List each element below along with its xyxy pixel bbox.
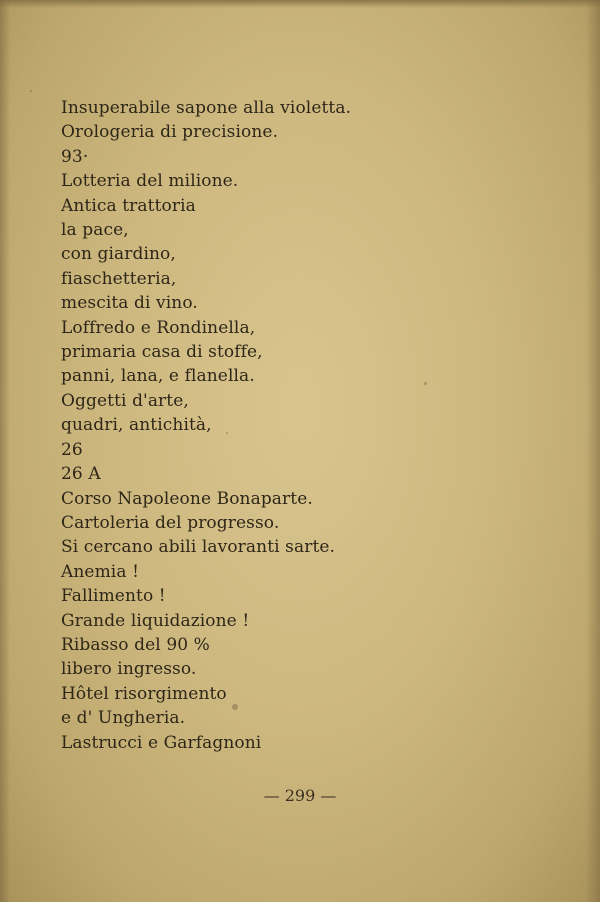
text-line: e d' Ungheria.: [61, 708, 186, 729]
paper-speck: [424, 382, 427, 385]
text-line: Insuperabile sapone alla violetta.: [61, 98, 352, 118]
text-line: Corso Napoleone Bonaparte.: [61, 488, 313, 509]
text-line: Anemia !: [61, 561, 140, 582]
text-line: libero ingresso.: [61, 659, 197, 680]
text-line: Grande liquidazione !: [61, 610, 250, 631]
paper-speck: [30, 90, 32, 92]
text-line: Hôtel risorgimento: [61, 683, 227, 704]
text-line: Antica trattoria: [61, 195, 196, 216]
text-line: Fallimento !: [61, 586, 166, 607]
text-line: quadri, antichità,: [61, 415, 212, 436]
text-line: 93·: [61, 146, 89, 167]
text-line: con giardino,: [61, 244, 176, 265]
text-line: Orologeria di precisione.: [61, 122, 279, 143]
text-line: Lotteria del milione.: [61, 171, 239, 192]
page-number: — 299 —: [263, 786, 337, 805]
text-line: primaria casa di stoffe,: [61, 342, 263, 363]
text-line: Cartoleria del progresso.: [61, 512, 280, 533]
text-line: Ribasso del 90 %: [61, 634, 210, 655]
text-line: Loffredo e Rondinella,: [61, 317, 256, 338]
text-line: la pace,: [61, 220, 129, 241]
text-line: fiaschetteria,: [61, 268, 177, 289]
text-line: mescita di vino.: [61, 293, 198, 314]
text-line: Lastrucci e Garfagnoni: [61, 732, 262, 753]
text-line: panni, lana, e flanella.: [61, 366, 255, 387]
page-edge-shadow: [586, 0, 600, 902]
paper-speck: [232, 704, 238, 710]
text-line: 26: [61, 439, 83, 460]
poem-text: [61, 96, 541, 755]
text-line: Oggetti d'arte,: [61, 390, 189, 411]
text-line: 26 A: [61, 464, 101, 485]
paper-speck: [226, 432, 228, 434]
text-line: Si cercano abili lavoranti sarte.: [61, 537, 336, 558]
